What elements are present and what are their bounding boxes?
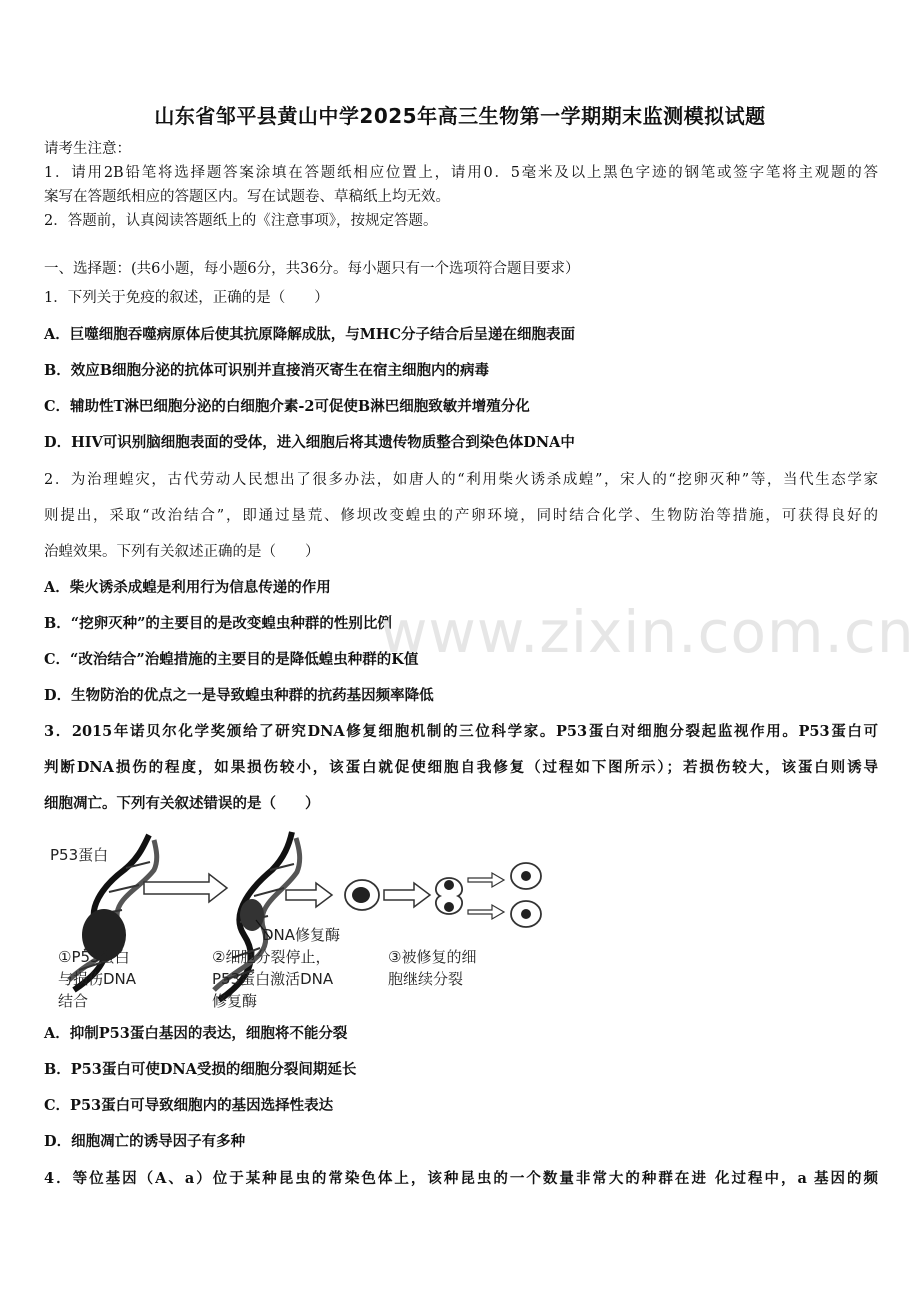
caption-step-2-line-1: ②细胞分裂停止，: [212, 948, 331, 966]
caption-step-1-line-1: ①P53蛋白: [58, 948, 130, 966]
arrow-5: [468, 905, 504, 919]
q2-option-d: D．生物防治的优点之一是导致蝗虫种群的抗药基因频率降低: [44, 687, 434, 704]
notice-item-1-line-2: 案写在答题纸相应的答题区内。写在试题卷、草稿纸上均无效。: [44, 189, 450, 205]
caption-step-3-line-2: 胞继续分裂: [388, 970, 464, 988]
q1-stem: 1．下列关于免疫的叙述，正确的是（ ）: [44, 290, 329, 306]
q1-option-d: D．HIV可识别脑细胞表面的受体，进入细胞后将其遗传物质整合到染色体DNA中: [44, 434, 575, 451]
p53-repair-diagram: [44, 830, 564, 1020]
caption-step-2-line-2: P53蛋白激活DNA: [212, 970, 334, 988]
arrow-4: [468, 873, 504, 887]
q3-stem-line-3: 细胞凋亡。下列有关叙述错误的是（ ）: [44, 795, 320, 812]
q3-stem-line-1: 3．2015年诺贝尔化学奖颁给了研究DNA修复细胞机制的三位科学家。P53蛋白对细胞分裂起监视作用。P53蛋白可: [44, 723, 878, 740]
notice-item-2: 2．答题前，认真阅读答题纸上的《注意事项》，按规定答题。: [44, 213, 438, 229]
caption-step-3-line-1: ③被修复的细: [388, 948, 477, 966]
arrow-1: [144, 874, 227, 902]
q4-stem-line-1: 4．等位基因（A、a）位于某种昆虫的常染色体上，该种昆虫的一个数量非常大的种群在进 化过程中，a 基因的频: [44, 1170, 878, 1187]
arrow-3: [384, 883, 430, 907]
q1-option-b: B．效应B细胞分泌的抗体可识别并直接消灭寄生在宿主细胞内的病毒: [44, 362, 490, 379]
q3-option-a: A．抑制P53蛋白基因的表达，细胞将不能分裂: [44, 1025, 348, 1042]
q1-option-a: A．巨噬细胞吞噬病原体后使其抗原降解成肽，与MHC分子结合后呈递在细胞表面: [44, 326, 576, 343]
arrow-2: [286, 883, 332, 907]
q2-stem-line-1: 2．为治理蝗灾，古代劳动人民想出了很多办法，如唐人的“利用柴火诱杀成蝗”，宋人的“挖卵灭种”等，当代生态学家: [44, 472, 878, 488]
page-title: 山东省邹平县黄山中学2025年高三生物第一学期期末监测模拟试题: [154, 104, 766, 128]
notice-item-1-line-1: 1．请用2B铅笔将选择题答案涂填在答题纸相应位置上，请用0．5毫米及以上黑色字迹的钢笔或签字笔将主观题的答: [44, 165, 878, 181]
q3-stem-line-2: 判断DNA损伤的程度，如果损伤较小，该蛋白就促使细胞自我修复（过程如下图所示）；若损伤较大，该蛋白则诱导: [44, 759, 878, 776]
q2-option-a: A．柴火诱杀成蝗是利用行为信息传递的作用: [44, 579, 331, 596]
watermark: www.zixin.com.cn: [380, 598, 915, 666]
q2-option-c: C．“改治结合”治蝗措施的主要目的是降低蝗虫种群的K值: [44, 651, 419, 668]
label-p53-protein: P53蛋白: [50, 846, 109, 864]
caption-step-1-line-3: 结合: [58, 992, 89, 1010]
section-heading: 一、选择题：(共6小题，每小题6分，共36分。每小题只有一个选项符合题目要求）: [44, 261, 580, 277]
caption-step-2-line-3: 修复酶: [212, 992, 258, 1010]
q2-stem-line-3: 治蝗效果。下列有关叙述正确的是（ ）: [44, 544, 320, 560]
q3-option-d: D．细胞凋亡的诱导因子有多种: [44, 1133, 246, 1150]
q3-option-c: C．P53蛋白可导致细胞内的基因选择性表达: [44, 1097, 334, 1114]
cell-nucleus: [352, 887, 370, 903]
q1-option-c: C．辅助性T淋巴细胞分泌的白细胞介素-2可促使B淋巴细胞致敏并增殖分化: [44, 398, 530, 415]
q3-option-b: B．P53蛋白可使DNA受损的细胞分裂间期延长: [44, 1061, 357, 1078]
q2-option-b: B．“挖卵灭种”的主要目的是改变蝗虫种群的性别比例: [44, 615, 392, 632]
caption-step-1-line-2: 与损伤DNA: [58, 970, 137, 988]
label-dna-repair-enzyme: DNA修复酶: [262, 926, 341, 944]
notice-heading: 请考生注意：: [44, 141, 131, 157]
q2-stem-line-2: 则提出，采取“改治结合”，即通过垦荒、修坝改变蝗虫的产卵环境，同时结合化学、生物防治等措施，可获得良好的: [44, 508, 878, 524]
